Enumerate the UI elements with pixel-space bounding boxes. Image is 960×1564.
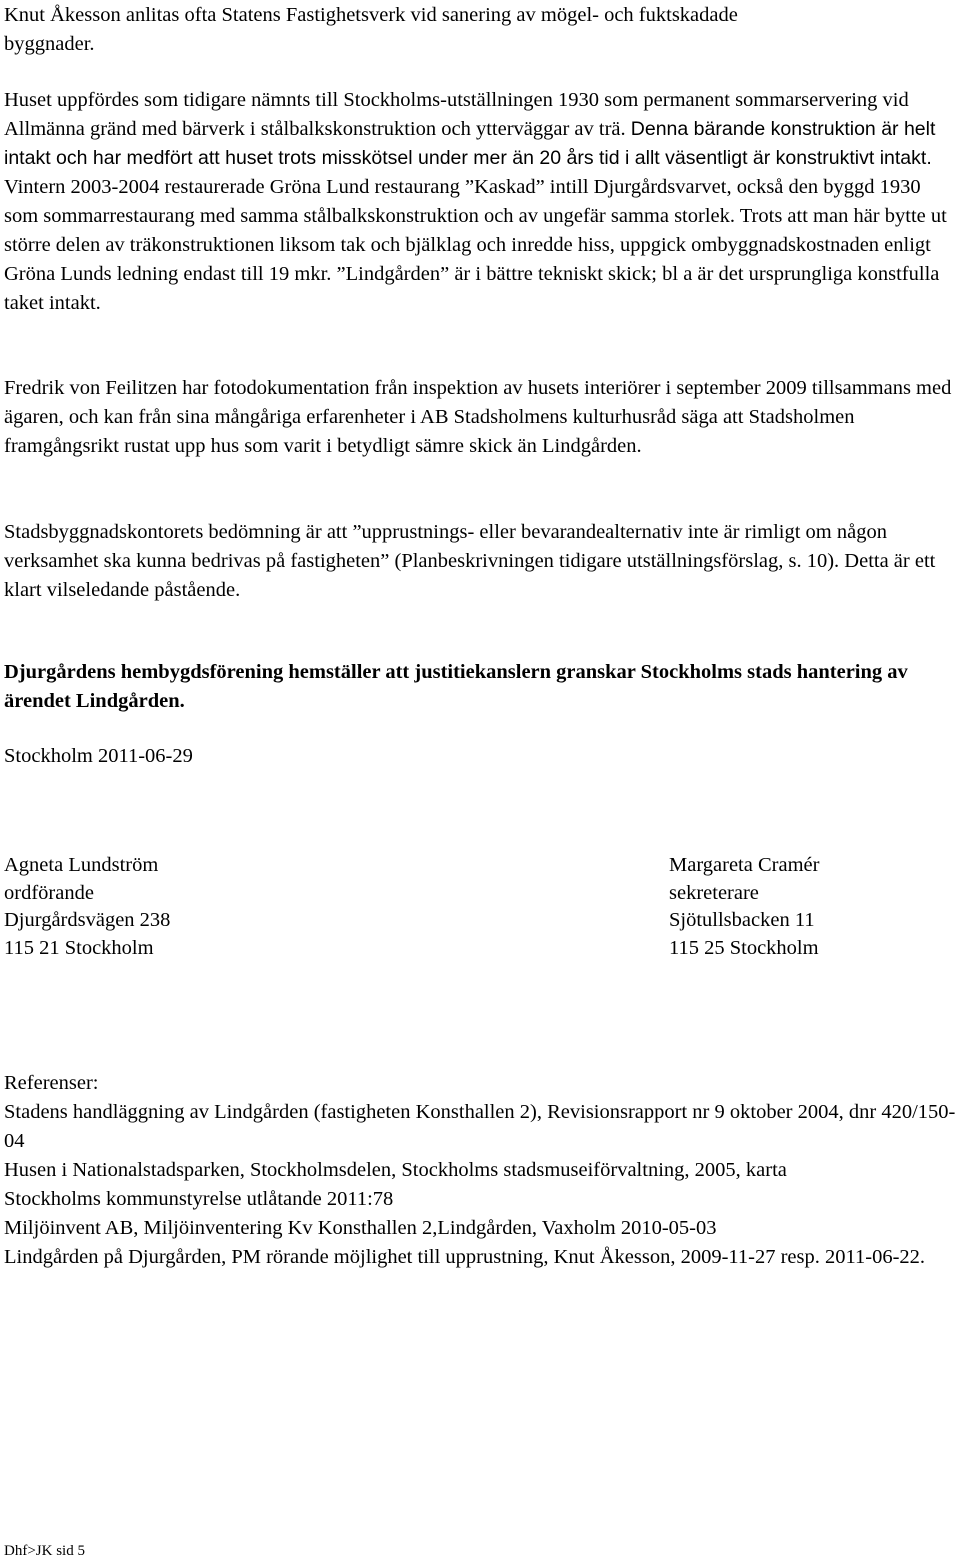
conclusion-statement: Djurgårdens hembygdsförening hemställer att justitiekanslern granskar Stockholms stads hantering av ärendet Lindgården. <box>4 661 908 712</box>
signatory-role: ordförande <box>4 881 94 904</box>
signatory-secretary <box>669 852 819 962</box>
history-text-a: Huset uppfördes som tidigare nämnts till Stockholms-utställningen 1930 som permanent sommarservering vid Allmänna gränd med bärverk i stålbalkskonstruktion och ytterväggar av trä. <box>4 89 909 140</box>
reference-item: Stockholms kommunstyrelse utlåtande 2011:78 <box>4 1188 394 1210</box>
signatory-role: sekreterare <box>669 881 759 904</box>
signatory-chair <box>4 852 170 962</box>
history-text-b: Denna bärande konstruktion är helt intakt och har medfört att huset trots misskötsel under mer än 20 års tid i allt väsentligt är konstruktivt intakt. <box>4 118 936 169</box>
intro-paragraph <box>4 1 956 59</box>
reference-item: Lindgården på Djurgården, PM rörande möjlighet till upprustning, Knut Åkesson, 2009-11-27 resp. 2011-06-22. <box>4 1246 926 1268</box>
page-footer: Dhf>JK sid 5 <box>4 1543 85 1559</box>
references-section <box>4 1069 956 1272</box>
history-paragraph <box>4 86 956 318</box>
references-heading: Referenser: <box>4 1072 99 1094</box>
history-text-c: Vintern 2003-2004 restaurerade Gröna Lund restaurang ”Kaskad” intill Djurgårdsvarvet, också den byggd 1930 som sommarrestaurang med samma stålbalkskonstruktion och av ungefär samma storlek. Trots att man här bytte ut större delen av träkonstruktionen liksom tak och bjälklag och inredde hiss, uppgick ombyggnadskostnaden enligt Gröna Lunds ledning endast till 19 mkr. ”Lindgården” är i bättre tekniskt skick; bl a är det ursprungliga konstfulla taket intakt. <box>4 176 947 314</box>
reference-item: Husen i Nationalstadsparken, Stockholmsdelen, Stockholms stadsmuseiförvaltning, 2005, karta <box>4 1159 787 1181</box>
signatory-street: Djurgårdsvägen 238 <box>4 909 171 931</box>
signatory-street: Sjötullsbacken 11 <box>669 909 815 931</box>
signatory-postal: 115 25 Stockholm <box>669 936 819 959</box>
place-date: Stockholm 2011-06-29 <box>4 745 193 767</box>
feilitzen-paragraph: Fredrik von Feilitzen har fotodokumentation från inspektion av husets interiörer i september 2009 tillsammans med ägaren, och kan från sina mångåriga erfarenheter i AB Stadsholmens kulturhusråd säga att Stadsholmen framgångsrikt rustat upp hus som varit i betydligt sämre skick än Lindgården. <box>4 377 952 457</box>
assessment-paragraph: Stadsbyggnadskontorets bedömning är att ”upprustnings- eller bevarandealternativ inte är rimligt om någon verksamhet ska kunna bedrivas på fastigheten” (Planbeskrivningen tidigare utställningsförslag, s. 10). Detta är ett klart vilseledande påstående. <box>4 521 936 601</box>
signatory-name: Margareta Cramér <box>669 854 820 876</box>
reference-item: Miljöinvent AB, Miljöinventering Kv Konsthallen 2,Lindgården, Vaxholm 2010-05-03 <box>4 1217 717 1239</box>
signatory-name: Agneta Lundström <box>4 854 159 876</box>
intro-line-2: byggnader. <box>4 33 95 55</box>
reference-item: Stadens handläggning av Lindgården (fastigheten Konsthallen 2), Revisionsrapport nr 9 oktober 2004, dnr 420/150-04 <box>4 1101 956 1152</box>
intro-line-1: Knut Åkesson anlitas ofta Statens Fastighetsverk vid sanering av mögel- och fuktskadade <box>4 4 738 26</box>
signatory-postal: 115 21 Stockholm <box>4 936 154 959</box>
